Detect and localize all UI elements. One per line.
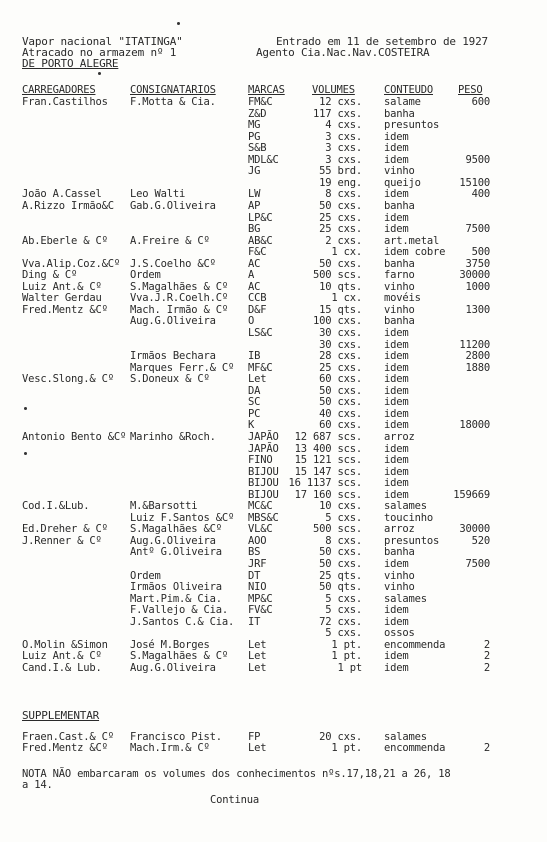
- row-weight: 159669: [453, 488, 490, 501]
- row-content: idem: [384, 188, 409, 201]
- row-weight: 2800: [465, 350, 490, 363]
- row-mark: S&B: [248, 142, 267, 155]
- row-shipper: Fred.Mentz &Cº: [22, 303, 108, 316]
- row-weight: 400: [471, 188, 490, 201]
- row-consignee: Irmãos Oliveira: [130, 581, 222, 594]
- row-mark: LW: [248, 188, 261, 201]
- note-line-1: NOTA NÃO embarcaram os volumes dos conhecimentos nºs.17,18,21 a 26, 18: [22, 768, 451, 780]
- row-vol: 8 cxs.: [325, 534, 362, 547]
- row-mark: NIO: [248, 581, 267, 594]
- row-content: idem: [384, 338, 409, 351]
- row-mark: SC: [248, 396, 261, 409]
- continues-label: Continua: [210, 794, 259, 806]
- row-vol: 5 cxs.: [325, 511, 362, 524]
- row-mark: BG: [248, 223, 261, 236]
- row-content: arroz: [384, 430, 415, 443]
- row-content: idem: [384, 419, 409, 432]
- row-mark: O: [248, 315, 255, 328]
- row-mark: Let: [248, 638, 267, 651]
- row-weight: 7500: [465, 558, 490, 570]
- row-content: idem: [384, 454, 409, 467]
- row-consignee: S.Magalhães & Cº: [130, 650, 228, 663]
- row-vol: 5 cxs.: [325, 627, 362, 640]
- row-content: idem: [384, 373, 409, 386]
- column-header-shippers: CARREGADORES: [22, 84, 96, 96]
- row-content: queijo: [384, 176, 421, 189]
- row-vol: 3 cxs.: [325, 130, 362, 143]
- row-mark: Let: [248, 661, 267, 674]
- row-weight: 1300: [465, 303, 490, 316]
- row-shipper: O.Molin &Simon: [22, 638, 108, 651]
- row-vol: 55 brd.: [319, 165, 362, 178]
- row-mark: AP: [248, 199, 261, 212]
- row-content: vinho: [384, 569, 415, 582]
- row-mark: PC: [248, 407, 261, 420]
- row-mark: MP&C: [248, 592, 273, 605]
- row-mark: IB: [248, 350, 261, 363]
- column-header-consignees: CONSIGNATARIOS: [130, 84, 216, 96]
- row-shipper: Luiz Ant.& Cº: [22, 280, 102, 293]
- row-shipper: Vesc.Slong.& Cº: [22, 373, 114, 386]
- row-content: salame: [384, 96, 421, 108]
- row-content: banha: [384, 546, 415, 559]
- row-consignee: Mach.Irm.& Cº: [130, 742, 210, 754]
- row-vol: 12 687 scs.: [294, 430, 362, 443]
- supplement-title: SUPPLEMENTAR: [22, 709, 100, 722]
- row-vol: 50 cxs.: [319, 384, 362, 397]
- row-weight: 9500: [465, 153, 490, 166]
- row-shipper: Fran.Castilhos: [22, 96, 108, 108]
- row-content: presuntos: [384, 534, 440, 547]
- row-vol: 1 pt.: [331, 638, 362, 651]
- row-content: idem: [384, 396, 409, 409]
- row-content: idem: [384, 650, 409, 663]
- row-weight: 3750: [465, 257, 490, 270]
- row-mark: JRF: [248, 558, 267, 570]
- row-consignee: José M.Borges: [130, 638, 210, 651]
- row-content: toucinho: [384, 511, 433, 524]
- row-mark: JG: [248, 165, 261, 178]
- row-vol: 50 cxs.: [319, 546, 362, 559]
- row-consignee: Gab.G.Oliveira: [130, 199, 216, 212]
- shipping-agent: Agento Cia.Nac.Nav.COSTEIRA: [256, 46, 430, 59]
- row-weight: 600: [471, 96, 490, 108]
- row-shipper: Ab.Eberle & Cº: [22, 234, 108, 247]
- row-shipper: Walter Gerdau: [22, 292, 102, 305]
- row-content: vinho: [384, 165, 415, 178]
- row-vol: 5 cxs.: [325, 604, 362, 617]
- row-shipper: Luiz Ant.& Cº: [22, 650, 102, 663]
- row-vol: 500 scs.: [313, 269, 362, 282]
- row-content: idem: [384, 604, 409, 617]
- row-weight: 11200: [459, 338, 490, 351]
- row-content: idem: [384, 477, 409, 490]
- row-consignee: S.Doneux & Cº: [130, 373, 210, 386]
- row-mark: LS&C: [248, 327, 273, 339]
- row-weight: 2: [483, 650, 490, 663]
- row-vol: 15 qts.: [319, 303, 362, 316]
- row-vol: 3 cxs.: [325, 142, 362, 155]
- ink-speck: [24, 452, 27, 455]
- row-consignee: Vva.J.R.Coelh.Cº: [130, 292, 228, 305]
- row-content: banha: [384, 199, 415, 212]
- row-mark: MF&C: [248, 361, 273, 374]
- row-shipper: J.Renner & Cº: [22, 534, 102, 547]
- row-consignee: Leo Walti: [130, 188, 186, 201]
- row-vol: 50 cxs.: [319, 257, 362, 270]
- row-vol: 13 400 scs.: [294, 442, 362, 455]
- row-content: idem: [384, 442, 409, 455]
- row-mark: BIJOU: [248, 477, 279, 490]
- ink-speck: [24, 407, 27, 410]
- origin-port: DE PORTO ALEGRE: [22, 57, 119, 70]
- row-vol: 4 cxs.: [325, 119, 362, 132]
- row-shipper: Fred.Mentz &Cº: [22, 742, 108, 754]
- row-vol: 19 eng.: [319, 176, 362, 189]
- row-weight: 15100: [459, 176, 490, 189]
- row-consignee: J.Santos C.& Cia.: [130, 615, 235, 628]
- berth-info: Atracado no armazem nº 1: [22, 46, 177, 59]
- row-shipper: Fraen.Cast.& Cº: [22, 731, 114, 743]
- row-shipper: Cod.I.&Lub.: [22, 500, 90, 513]
- row-vol: 1 cx.: [331, 292, 362, 305]
- row-vol: 3 cxs.: [325, 153, 362, 166]
- row-mark: MBS&C: [248, 511, 279, 524]
- ink-speck: [177, 22, 180, 25]
- row-mark: DT: [248, 569, 261, 582]
- row-content: idem: [384, 327, 409, 339]
- row-shipper: A.Rizzo Irmão&C: [22, 199, 114, 212]
- row-mark: Let: [248, 650, 267, 663]
- row-consignee: Aug.G.Oliveira: [130, 534, 216, 547]
- row-consignee: Ordem: [130, 569, 161, 582]
- row-weight: 7500: [465, 223, 490, 236]
- row-mark: F&C: [248, 246, 267, 259]
- row-mark: MG: [248, 119, 261, 132]
- row-content: idem: [384, 223, 409, 236]
- column-header-contents: CONTEUDO: [384, 84, 433, 96]
- row-mark: MC&C: [248, 500, 273, 513]
- row-vol: 15 147 scs.: [294, 465, 362, 478]
- row-mark: FM&C: [248, 96, 273, 108]
- row-consignee: Marques Ferr.& Cº: [130, 361, 235, 374]
- row-mark: D&F: [248, 303, 267, 316]
- row-consignee: F.Motta & Cia.: [130, 96, 216, 108]
- row-content: vinho: [384, 581, 415, 594]
- row-consignee: Aug.G.Oliveira: [130, 315, 216, 328]
- row-vol: 1 cx.: [331, 246, 362, 259]
- row-mark: A: [248, 269, 255, 282]
- row-consignee: Ordem: [130, 269, 161, 282]
- row-vol: 117 cxs.: [313, 107, 362, 120]
- row-mark: DA: [248, 384, 261, 397]
- row-shipper: João A.Cassel: [22, 188, 102, 201]
- row-weight: 500: [471, 246, 490, 259]
- row-content: vinho: [384, 280, 415, 293]
- column-header-weight: PESO: [458, 84, 483, 96]
- row-consignee: S.Magalhães &Cº: [130, 523, 222, 536]
- row-weight: 2: [483, 661, 490, 674]
- row-weight: 2: [483, 742, 490, 754]
- row-consignee: Marinho &Roch.: [130, 430, 216, 443]
- row-content: salames: [384, 592, 427, 605]
- row-shipper: Vva.Alip.Coz.&Cº: [22, 257, 120, 270]
- row-content: encommenda: [384, 742, 446, 754]
- row-mark: JAPÃO: [248, 430, 279, 443]
- row-content: idem cobre: [384, 246, 446, 259]
- row-shipper: Cand.I.& Lub.: [22, 661, 102, 674]
- row-content: idem: [384, 142, 409, 155]
- row-consignee: A.Freire & Cº: [130, 234, 210, 247]
- row-weight: 18000: [459, 419, 490, 432]
- row-vol: 25 cxs.: [319, 223, 362, 236]
- row-weight: 1880: [465, 361, 490, 374]
- row-mark: IT: [248, 615, 261, 628]
- row-weight: 2: [483, 638, 490, 651]
- row-content: idem: [384, 558, 409, 570]
- row-mark: Let: [248, 742, 267, 754]
- row-mark: AC: [248, 257, 261, 270]
- row-mark: CCB: [248, 292, 267, 305]
- row-consignee: Luiz F.Santos &Cº: [130, 511, 235, 524]
- row-content: idem: [384, 350, 409, 363]
- row-content: vinho: [384, 303, 415, 316]
- row-mark: MDL&C: [248, 153, 279, 166]
- row-vol: 16 1137 scs.: [288, 477, 362, 490]
- row-vol: 500 scs.: [313, 523, 362, 536]
- row-mark: LP&C: [248, 211, 273, 224]
- row-content: idem: [384, 407, 409, 420]
- row-content: idem: [384, 211, 409, 224]
- row-mark: JAPÃO: [248, 442, 279, 455]
- row-vol: 8 cxs.: [325, 188, 362, 201]
- row-vol: 2 cxs.: [325, 234, 362, 247]
- row-mark: AOO: [248, 534, 267, 547]
- row-vol: 60 cxs.: [319, 373, 362, 386]
- row-mark: AB&C: [248, 234, 273, 247]
- row-vol: 100 cxs.: [313, 315, 362, 328]
- row-content: idem: [384, 488, 409, 501]
- row-content: arroz: [384, 523, 415, 536]
- row-content: idem: [384, 361, 409, 374]
- row-mark: K: [248, 419, 255, 432]
- row-content: encommenda: [384, 638, 446, 651]
- ink-speck: [98, 72, 101, 75]
- vessel-name: Vapor nacional "ITATINGA": [22, 35, 183, 48]
- row-shipper: Ding & Cº: [22, 269, 78, 282]
- row-consignee: Irmãos Bechara: [130, 350, 216, 363]
- row-vol: 72 cxs.: [319, 615, 362, 628]
- row-vol: 28 cxs.: [319, 350, 362, 363]
- row-content: presuntos: [384, 119, 440, 132]
- note-line-2: a 14.: [22, 779, 53, 791]
- row-vol: 12 cxs.: [319, 96, 362, 108]
- row-weight: 1000: [465, 280, 490, 293]
- row-content: idem: [384, 153, 409, 166]
- row-mark: VL&C: [248, 523, 273, 536]
- row-mark: BIJOU: [248, 465, 279, 478]
- row-mark: BS: [248, 546, 261, 559]
- row-vol: 50 cxs.: [319, 199, 362, 212]
- row-mark: FINO: [248, 454, 273, 467]
- row-content: idem: [384, 465, 409, 478]
- row-content: ossos: [384, 627, 415, 640]
- row-content: idem: [384, 661, 409, 674]
- row-vol: 20 cxs.: [319, 731, 362, 743]
- row-shipper: Ed.Dreher & Cº: [22, 523, 108, 536]
- row-consignee: Mach. Irmão & Cº: [130, 303, 228, 316]
- row-mark: Z&D: [248, 107, 267, 120]
- row-mark: Let: [248, 373, 267, 386]
- row-mark: FV&C: [248, 604, 273, 617]
- row-vol: 40 cxs.: [319, 407, 362, 420]
- row-vol: 60 cxs.: [319, 419, 362, 432]
- row-mark: BIJOU: [248, 488, 279, 501]
- row-weight: 520: [471, 534, 490, 547]
- row-vol: 15 121 scs.: [294, 454, 362, 467]
- row-content: idem: [384, 130, 409, 143]
- row-consignee: Aug.G.Oliveira: [130, 661, 216, 674]
- row-content: banha: [384, 257, 415, 270]
- row-consignee: S.Magalhães & Cº: [130, 280, 228, 293]
- row-consignee: F.Vallejo & Cia.: [130, 604, 228, 617]
- row-consignee: J.S.Coelho &Cº: [130, 257, 216, 270]
- arrival-date: Entrado em 11 de setembro de 1927: [276, 35, 488, 48]
- row-vol: 1 pt.: [331, 742, 362, 754]
- row-vol: 30 cxs.: [319, 338, 362, 351]
- row-vol: 50 cxs.: [319, 558, 362, 570]
- row-vol: 30 cxs.: [319, 327, 362, 339]
- row-consignee: Antº G.Oliveira: [130, 546, 222, 559]
- row-vol: 1 pt: [337, 661, 362, 674]
- row-content: salames: [384, 500, 427, 513]
- row-content: movéis: [384, 292, 421, 305]
- row-weight: 30000: [459, 269, 490, 282]
- row-shipper: Antonio Bento &Cº: [22, 430, 127, 443]
- row-mark: AC: [248, 280, 261, 293]
- row-content: idem: [384, 384, 409, 397]
- row-content: banha: [384, 315, 415, 328]
- row-vol: 10 qts.: [319, 280, 362, 293]
- row-vol: 25 qts.: [319, 569, 362, 582]
- row-vol: 25 cxs.: [319, 211, 362, 224]
- row-content: art.metal: [384, 234, 440, 247]
- row-vol: 50 qts.: [319, 581, 362, 594]
- row-consignee: M.&Barsotti: [130, 500, 198, 513]
- row-mark: FP: [248, 731, 261, 743]
- column-header-volumes: VOLUMES: [312, 84, 355, 96]
- row-content: salames: [384, 731, 427, 743]
- row-mark: PG: [248, 130, 261, 143]
- row-content: farno: [384, 269, 415, 282]
- row-vol: 5 cxs.: [325, 592, 362, 605]
- row-vol: 1 pt.: [331, 650, 362, 663]
- row-consignee: Mart.Pim.& Cia.: [130, 592, 222, 605]
- row-vol: 10 cxs.: [319, 500, 362, 513]
- row-consignee: Francisco Pist.: [130, 731, 222, 743]
- row-content: idem: [384, 615, 409, 628]
- row-vol: 50 cxs.: [319, 396, 362, 409]
- row-weight: 30000: [459, 523, 490, 536]
- row-vol: 25 cxs.: [319, 361, 362, 374]
- row-content: banha: [384, 107, 415, 120]
- row-vol: 17 160 scs.: [294, 488, 362, 501]
- column-header-marks: MARCAS: [248, 84, 285, 96]
